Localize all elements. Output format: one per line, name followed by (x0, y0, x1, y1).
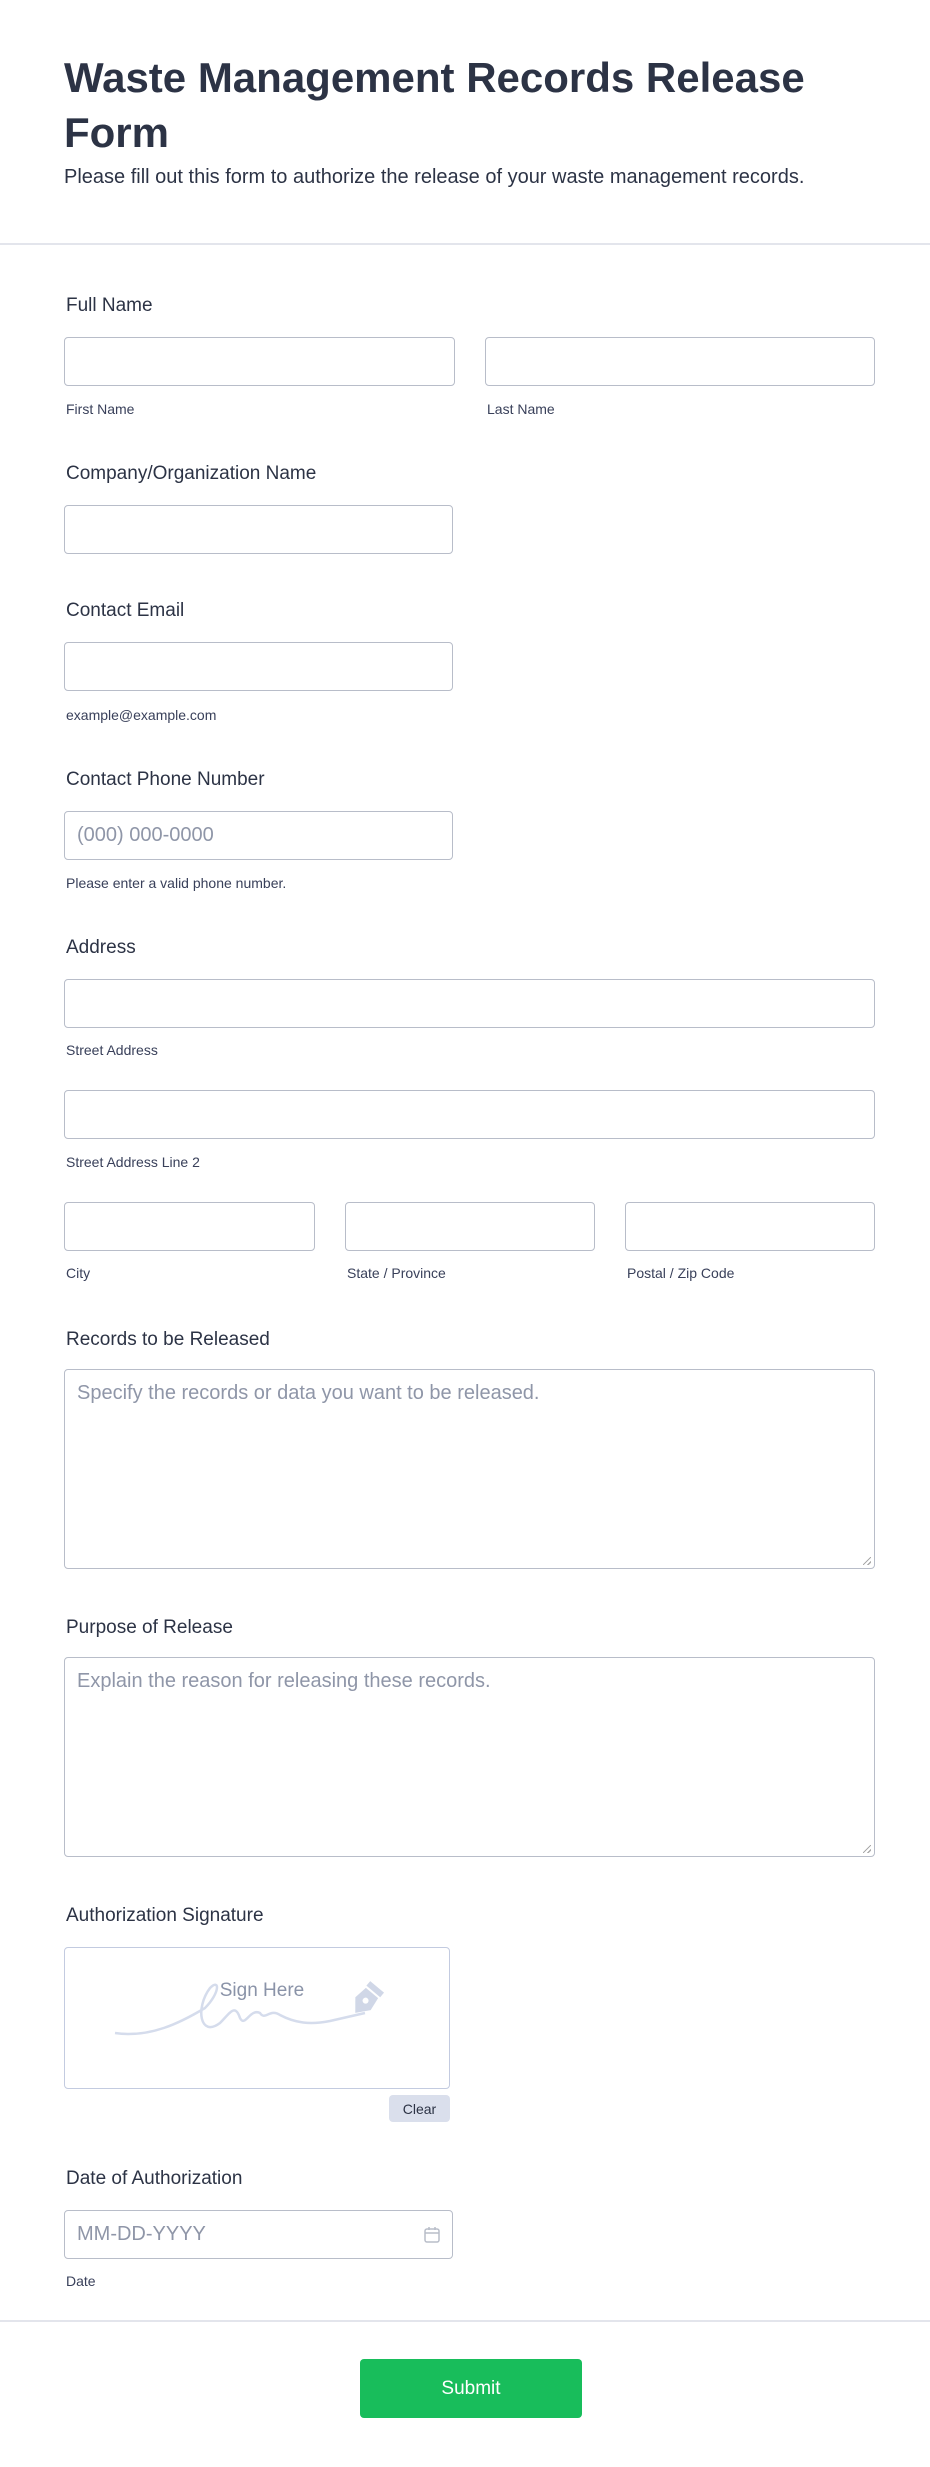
last-name-sublabel: Last Name (487, 401, 555, 417)
city-input[interactable] (64, 1202, 315, 1251)
signature-pad[interactable] (64, 1947, 450, 2089)
date-label: Date of Authorization (66, 2168, 243, 2189)
calendar-icon[interactable] (424, 2226, 440, 2243)
zip-input[interactable] (625, 1202, 875, 1251)
date-input[interactable] (64, 2210, 453, 2259)
city-sublabel: City (66, 1265, 91, 1281)
company-label: Company/Organization Name (66, 463, 317, 484)
submit-button[interactable]: Submit (360, 2359, 582, 2418)
full-name-label: Full Name (66, 295, 153, 316)
header-divider (0, 243, 930, 245)
phone-placeholder: (000) 000-0000 (77, 824, 214, 846)
phone-sublabel: Please enter a valid phone number. (66, 875, 287, 891)
date-sublabel: Date (66, 2273, 96, 2289)
signature-label: Authorization Signature (66, 1905, 264, 1926)
street2-input[interactable] (64, 1090, 875, 1139)
state-input[interactable] (345, 1202, 595, 1251)
purpose-label: Purpose of Release (66, 1617, 233, 1638)
footer-divider (0, 2320, 930, 2322)
date-placeholder: MM-DD-YYYY (77, 2223, 206, 2245)
last-name-input[interactable] (485, 337, 875, 386)
signature-placeholder: Sign Here (219, 1980, 305, 2001)
records-label: Records to be Released (66, 1329, 270, 1350)
records-textarea[interactable] (64, 1369, 875, 1569)
clear-signature-button[interactable]: Clear (389, 2095, 450, 2122)
company-input[interactable] (64, 505, 453, 554)
zip-sublabel: Postal / Zip Code (627, 1265, 735, 1281)
street-sublabel: Street Address (66, 1042, 158, 1058)
phone-label: Contact Phone Number (66, 769, 265, 790)
street2-sublabel: Street Address Line 2 (66, 1154, 200, 1170)
first-name-input[interactable] (64, 337, 455, 386)
address-label: Address (66, 937, 136, 958)
records-placeholder: Specify the records or data you want to be released. (77, 1382, 540, 1404)
email-input[interactable] (64, 642, 453, 691)
email-label: Contact Email (66, 600, 185, 621)
page-subtitle: Please fill out this form to authorize the release of your waste management records. (64, 166, 805, 188)
street-input[interactable] (64, 979, 875, 1028)
purpose-placeholder: Explain the reason for releasing these records. (77, 1670, 491, 1692)
purpose-textarea[interactable] (64, 1657, 875, 1857)
page-title: Waste Management Records Release Form (64, 54, 805, 156)
phone-input[interactable] (64, 811, 453, 860)
resize-handle-icon[interactable] (863, 1845, 871, 1853)
state-sublabel: State / Province (347, 1265, 446, 1281)
resize-handle-icon[interactable] (863, 1557, 871, 1565)
email-sublabel: example@example.com (66, 707, 217, 723)
first-name-sublabel: First Name (66, 401, 135, 417)
